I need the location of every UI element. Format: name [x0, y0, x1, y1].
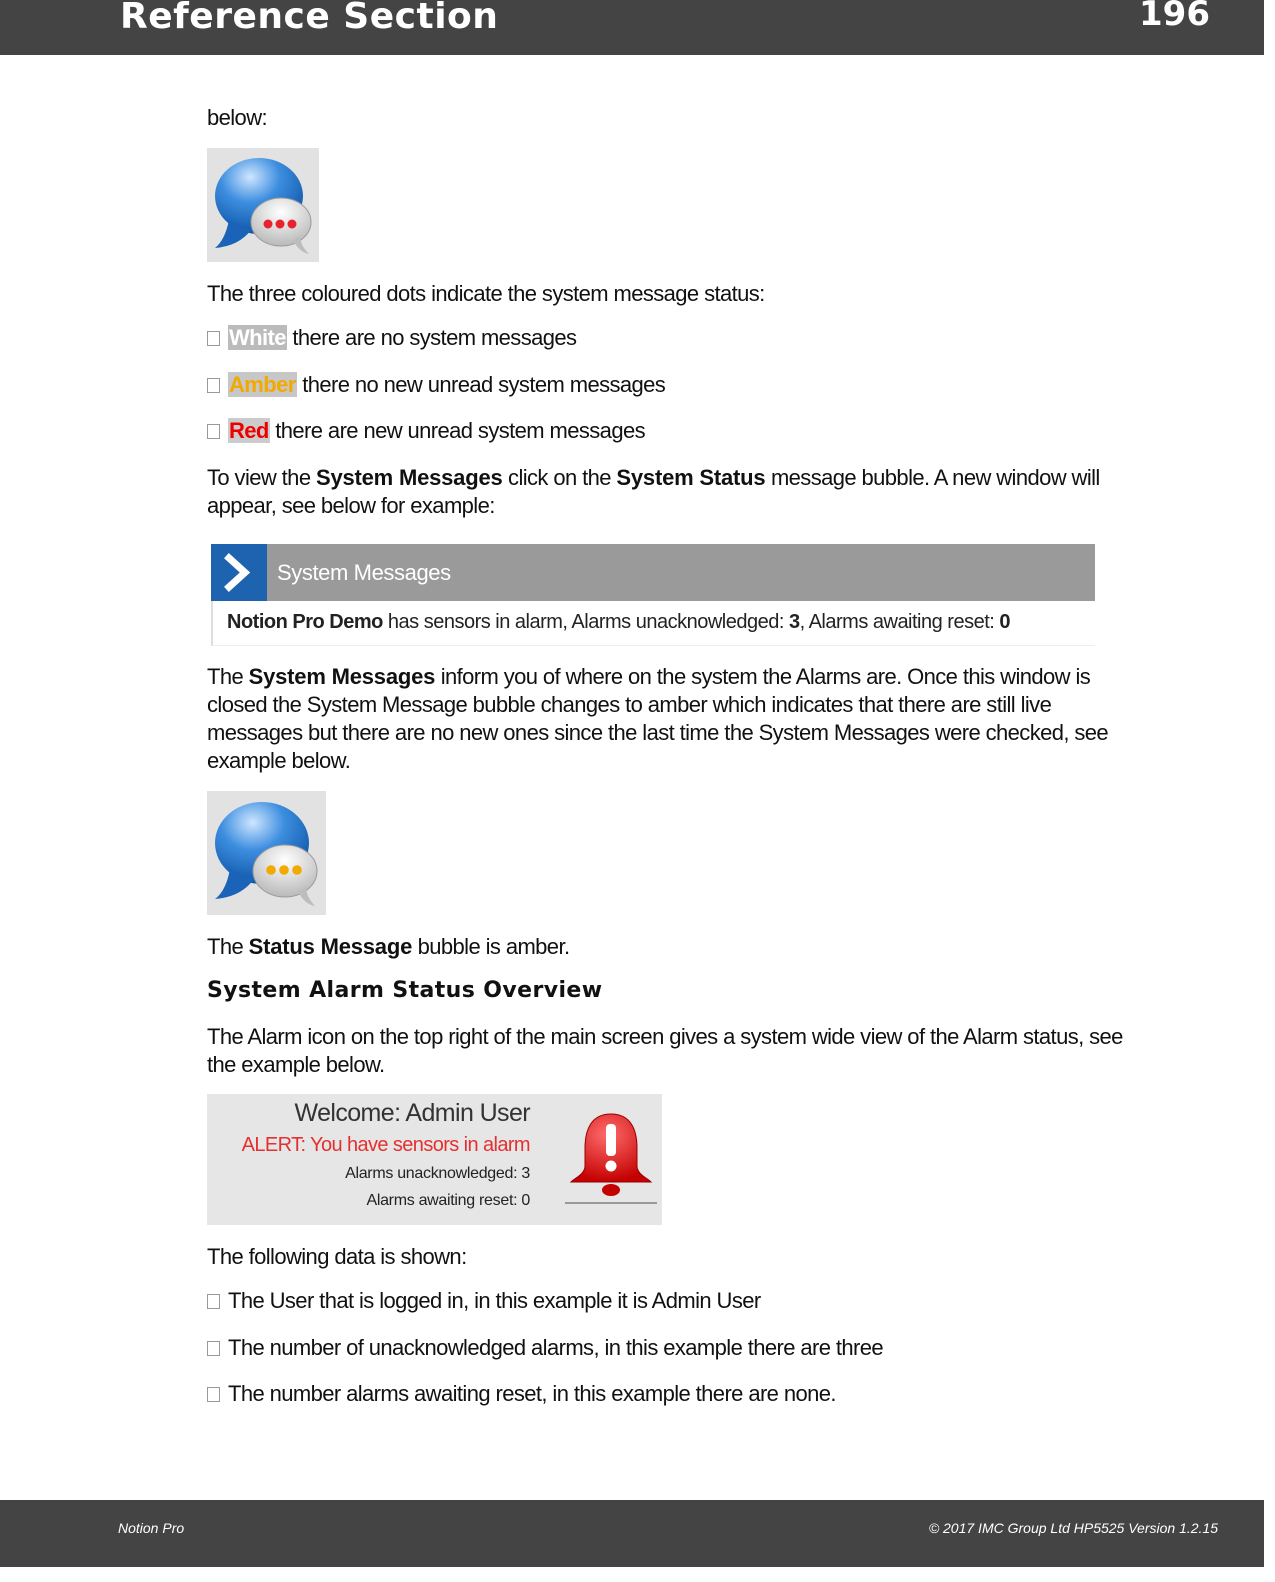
section-title: Reference Section — [120, 0, 499, 37]
intro-text: below: — [207, 105, 267, 130]
section-heading: System Alarm Status Overview — [207, 978, 603, 1003]
data-item — [207, 1287, 1137, 1315]
data-item-text: The User that is logged in, in this example it is Admin User — [228, 1288, 761, 1313]
text: message bubble. A new window will appear, see below for example: — [207, 465, 1100, 518]
status-item-text: there are no system messages — [286, 325, 577, 350]
system-messages-title: System Messages — [277, 560, 451, 585]
status-item-red — [207, 417, 1137, 445]
alarm-paragraph: The Alarm icon on the top right of the main screen gives a system wide view of the Alarm status, see the example below. — [207, 1024, 1123, 1077]
bold-text: Status Message — [248, 934, 413, 959]
checkbox-icon — [207, 1387, 220, 1402]
unacknowledged-text: Alarms unacknowledged: 3 — [345, 1165, 530, 1182]
chevron-right-icon[interactable] — [211, 544, 267, 601]
white-label: White — [229, 325, 286, 350]
bold-text: System Messages — [248, 664, 436, 689]
red-dots — [262, 217, 302, 235]
unack-count: 3 — [788, 611, 800, 633]
system-messages-window — [211, 544, 1095, 646]
awaiting-reset-text: Alarms awaiting reset: 0 — [366, 1192, 530, 1209]
checkbox-icon — [207, 424, 220, 439]
status-item-white — [207, 324, 1137, 352]
footer-copyright: © 2017 IMC Group Ltd HP5525 Version 1.2.15 — [928, 1520, 1218, 1536]
amber-paragraph — [207, 933, 1137, 961]
data-item — [207, 1380, 1137, 1408]
footer-product: Notion Pro — [118, 1520, 185, 1536]
checkbox-icon — [207, 378, 220, 393]
data-item — [207, 1334, 1137, 1362]
data-item-text: The number of unacknowledged alarms, in this example there are three — [228, 1335, 884, 1360]
bold-text: System Status — [616, 465, 766, 490]
page-footer — [0, 1500, 1264, 1567]
red-label: Red — [229, 418, 269, 443]
text: has sensors in alarm, Alarms unacknowledged: — [382, 611, 789, 633]
status-item-text: there are new unread system messages — [269, 418, 645, 443]
message-bubble-amber-icon — [207, 791, 326, 915]
system-message-line — [227, 611, 1010, 634]
alert-text: ALERT: You have sensors in alarm — [241, 1134, 530, 1156]
page-number: 196 — [1139, 0, 1210, 34]
page-header — [0, 0, 1264, 55]
inform-paragraph — [207, 663, 1137, 775]
system-messages-body — [211, 601, 1095, 646]
text: To view the — [207, 465, 316, 490]
site-name: Notion Pro Demo — [227, 611, 383, 633]
message-bubble-red-icon — [207, 148, 319, 262]
checkbox-icon — [207, 331, 220, 346]
text: , Alarms awaiting reset: — [799, 611, 1000, 633]
text: The — [207, 934, 249, 959]
dots-intro: The three coloured dots indicate the system message status: — [207, 281, 765, 306]
welcome-text: Welcome: Admin User — [294, 1099, 530, 1127]
amber-dots — [265, 863, 307, 881]
text: The — [207, 664, 249, 689]
status-item-amber — [207, 371, 1137, 399]
view-messages-paragraph — [207, 464, 1137, 520]
checkbox-icon — [207, 1341, 220, 1356]
checkbox-icon — [207, 1294, 220, 1309]
reset-count: 0 — [999, 611, 1011, 633]
status-item-text: there no new unread system messages — [296, 372, 666, 397]
text: inform you of where on the system the Alarms are. Once this window is closed the System Message bubble changes to amber which indicates that there are still live messages but there are no new ones since the last time the System Messages were checked, see example below. — [207, 664, 1109, 773]
text: click on the — [502, 465, 617, 490]
alarm-status-panel — [207, 1094, 662, 1225]
alarm-bell-icon[interactable] — [565, 1110, 657, 1211]
amber-label: Amber — [229, 372, 296, 397]
bold-text: System Messages — [315, 465, 503, 490]
text: bubble is amber. — [412, 934, 570, 959]
data-item-text: The number alarms awaiting reset, in this example there are none. — [228, 1381, 836, 1406]
data-intro: The following data is shown: — [207, 1244, 467, 1269]
